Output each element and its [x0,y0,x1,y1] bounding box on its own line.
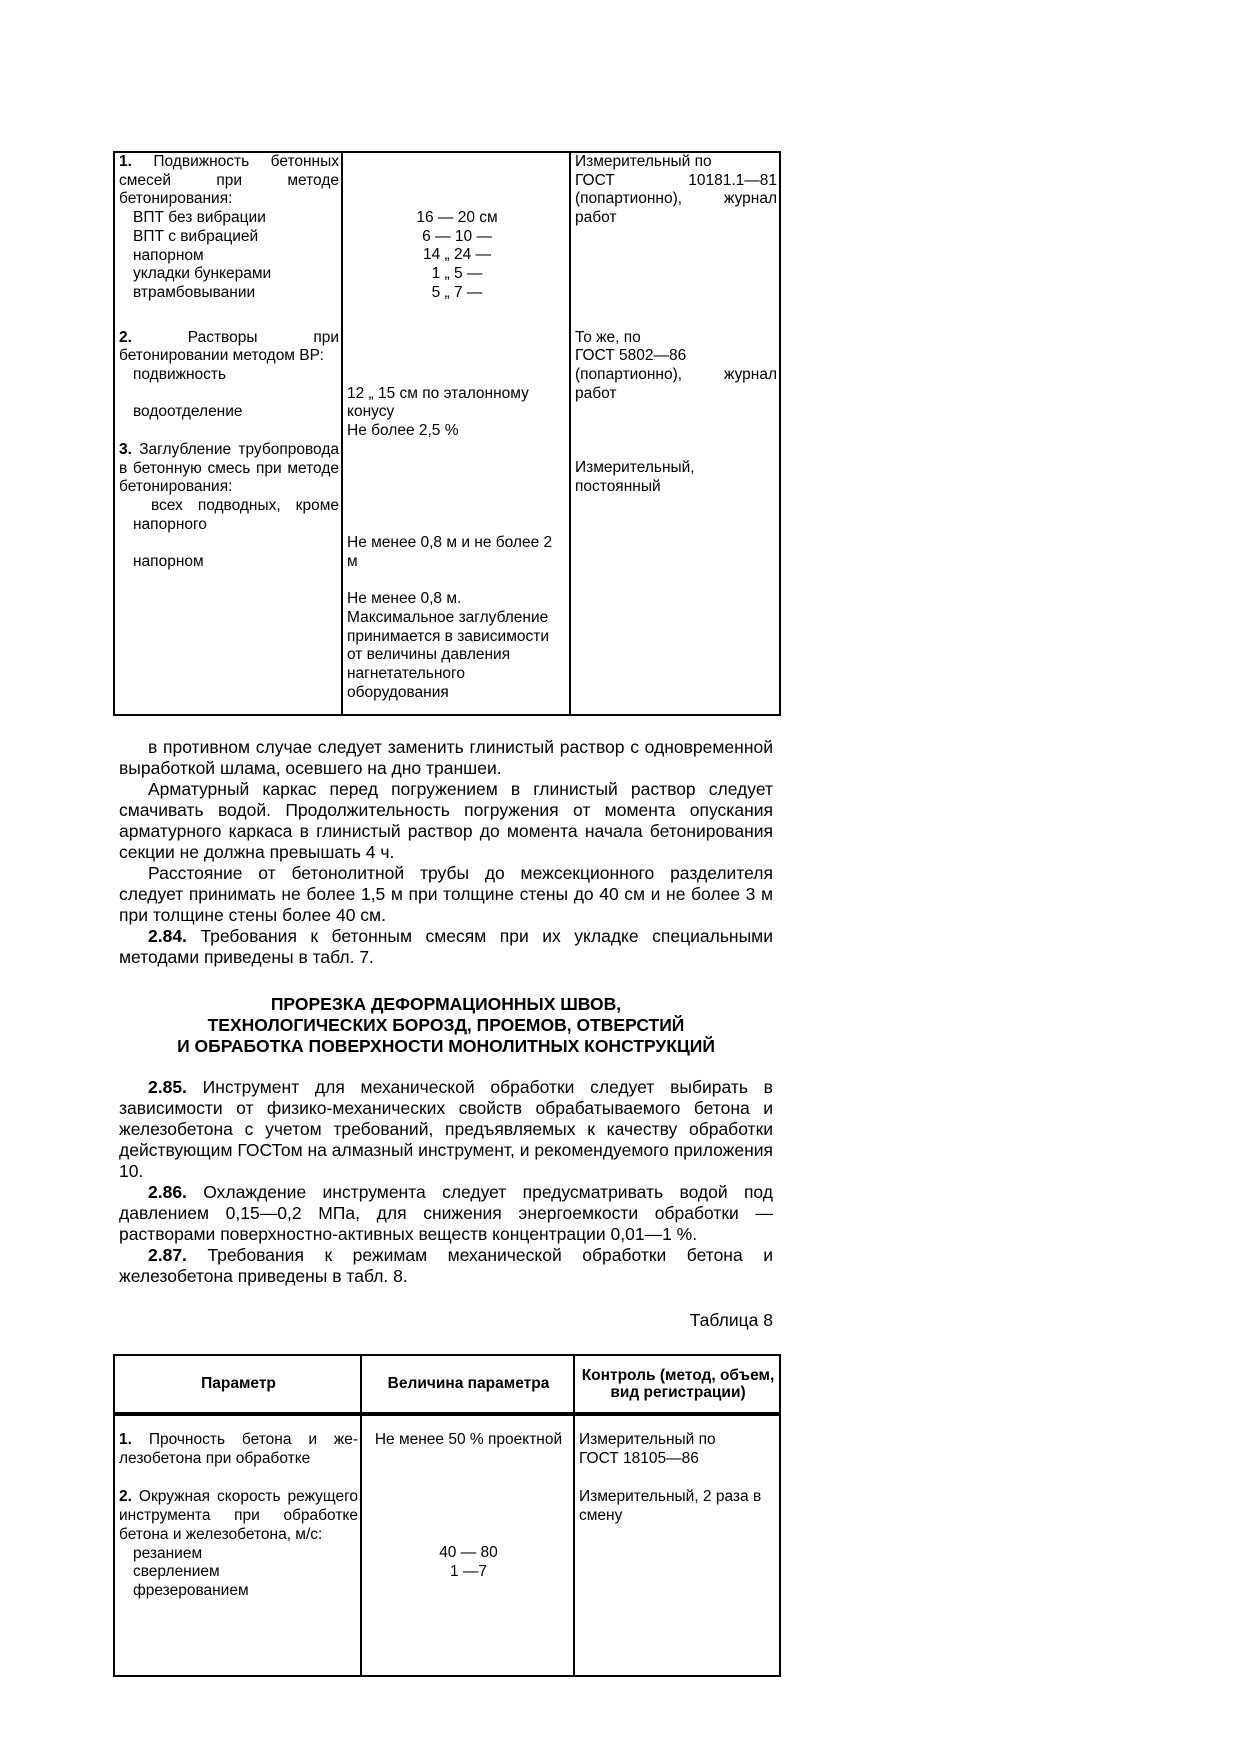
paragraph: Арматурный каркас перед погружением в глинистый раствор следует смачивать водой. Продолжительность погружения от момента опускания арматурного каркаса в глинистый раствор до момента начала бетонирования секции не должна превышать 4 ч. [119,779,773,862]
t7-r2-control: То же, по [575,328,641,346]
t8-r2-value: 40 — 80 [439,1544,498,1562]
t7-r1-value: 5 „ 7 — [431,283,483,301]
t7-r2-item: подвижность [133,366,227,384]
t7-r1-control: работ [575,209,617,227]
t7-r2-control: ГОСТ 5802—86 [575,347,687,365]
t7-r3-item: всех подводных, кроме напорного [133,496,339,533]
t7-r2-value: Не более 2,5 % [347,422,459,440]
t8-r2-param: 2. Окружная скорость режущего инструмента при обработке бетона и железобетона, м/с: [119,1488,359,1543]
t7-r2-title: 2. Растворы при бетонировании методом ВР: [119,328,339,365]
table7-control-cell [570,152,780,715]
t8-r1-control: Измерительный по [579,1431,716,1448]
paragraph: 2.87. Требования к режимам механической обработки бетона и железобетона приведены в табл. 8. [119,1245,773,1286]
t7-r1-value: 14 „ 24 — [422,246,492,264]
table-row [114,1414,780,1676]
t7-r3-control: Измерительный, постоянный [575,459,695,496]
t7-r1-item: ВПТ без вибрации [133,209,266,227]
t7-r2-item: водоотделение [133,403,243,421]
t7-r1-control: ГОСТ 10181.1—81 [575,171,777,189]
t8-r1-value: Не менее 50 % проектной [374,1431,563,1448]
paragraph: 2.86. Охлаждение инструмента следует предусматривать водой под давлением 0,15—0,2 МПа, для снижения энергоемкости обработки — растворами поверхностно-активных веществ концентрации 0,01—1 %. [119,1182,773,1244]
paragraph: 2.85. Инструмент для механической обработки следует выбирать в зависимости от физико-механических свойств обрабатываемого бетона и железобетона с учетом требований, предъявляемых к качеству обработки действующим ГОСТом на алмазный инструмент, и рекомендуемого приложения 10. [119,1077,773,1181]
table-caption: Таблица 8 [689,1310,773,1330]
body-text-block-2 [119,1077,773,1287]
t8-r1-param: 1. Прочность бетона и же-лезобетона при обработке [119,1431,358,1467]
t7-r1-control: (попартионно), журнал [575,190,777,208]
t7-r2-control: (попартионно), журнал [575,365,777,383]
paragraph: Расстояние от бетонолитной трубы до межсекционного разделителя следует принимать не более 1,5 м при толщине стены до 40 см и не более 3 м при толщине стены более 40 см. [119,863,773,925]
t7-r1-value: 1 „ 5 — [431,265,483,283]
t8-r2-item: сверлением [133,1563,220,1581]
t7-r1-item: укладки бункерами [133,265,272,283]
table-8 [113,1354,781,1677]
t7-r3-value: Не менее 0,8 м и не более 2 м [347,534,553,570]
t7-r1-item: втрамбовывании [133,283,256,301]
t8-value-cell [361,1414,574,1676]
t8-r2-item: резанием [133,1544,203,1562]
t7-r2-value: 12 „ 15 см по эталонному конусу [347,384,529,421]
table-7 [113,151,781,716]
t8-param-cell [114,1414,361,1676]
t7-r3-value: Не менее 0,8 м. Максимальное заглубление принимается в зависимости от величины давления нагнетательного оборудования [347,590,549,701]
column-header: Контроль (метод, объем, вид регистрации) [574,1355,780,1414]
table-header-row [114,1355,780,1414]
table-row [114,152,780,715]
t8-r1-control: ГОСТ 18105—86 [579,1449,699,1467]
table7-value-cell [342,152,570,715]
t7-r1-item: напорном [133,246,204,264]
paragraph: в противном случае следует заменить глинистый раствор с одновременной выработкой шлама, осевшего на дно траншеи. [119,737,773,778]
t7-r1-control: Измерительный по [575,153,712,170]
section-heading: ПРОРЕЗКА ДЕФОРМАЦИОННЫХ ШВОВ, ТЕХНОЛОГИЧЕСКИХ БОРОЗД, ПРОЕМОВ, ОТВЕРСТИЙ И ОБРАБОТКА ПОВЕРХНОСТИ МОНОЛИТНЫХ КОНСТРУКЦИЙ [177,994,715,1056]
column-header: Величина параметра [361,1355,574,1414]
t7-r1-value: 6 — 10 — [422,227,492,245]
body-text-block-1 [119,737,773,968]
table7-param-cell [114,152,342,715]
t7-r1-value: 16 — 20 см [416,209,498,227]
t7-r1-title: 1. Подвижность бетонных смесей при методе бетонирования: [119,153,339,208]
t8-control-cell [574,1414,780,1676]
t8-r2-control: Измерительный, 2 раза в смену [579,1488,762,1525]
t7-r2-control: работ [575,384,617,402]
t7-r1-item: ВПТ с вибрацией [133,227,259,245]
column-header: Параметр [114,1355,361,1414]
paragraph: 2.84. Требования к бетонным смесям при их укладке специальными методами приведены в табл. 7. [119,926,773,967]
t7-r3-title: 3. Заглубление трубопровода в бетонную смесь при методе бетонирования: [119,440,339,496]
t8-r2-value: 1 —7 [449,1563,488,1581]
t8-r2-item: фрезерованием [133,1581,249,1599]
t7-r3-item: напорном [133,553,204,571]
